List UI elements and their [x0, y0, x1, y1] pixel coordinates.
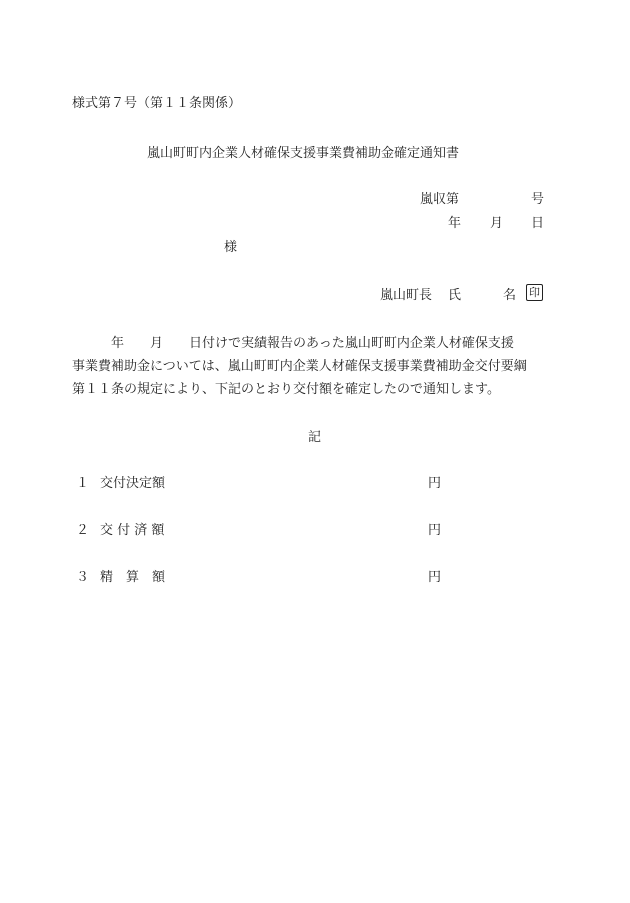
date-day: 日: [531, 216, 545, 231]
body-paragraph: [72, 332, 544, 401]
item-number: ３: [76, 570, 90, 585]
sender-name-mei: 名: [503, 288, 517, 303]
form-number: 様式第７号（第１１条関係）: [72, 96, 242, 111]
item-unit: 円: [428, 523, 442, 538]
item-number: ２: [76, 523, 90, 538]
reference-suffix: 号: [531, 192, 545, 207]
item-unit: 円: [428, 570, 442, 585]
date-year: 年: [448, 216, 462, 231]
body-line-3: 第１１条の規定により、下記のとおり交付額を確定したので通知します。: [72, 382, 500, 397]
reference-prefix: 嵐収第: [420, 192, 460, 207]
sender-name-shi: 氏: [448, 288, 462, 303]
addressee-honorific: 様: [224, 240, 238, 255]
item-label: 交付決定額: [100, 476, 166, 491]
item-number: １: [76, 476, 90, 491]
body-line-2: 事業費補助金については、嵐山町町内企業人材確保支援事業費補助金交付要綱: [72, 359, 527, 374]
item-unit: 円: [428, 476, 442, 491]
document-title: 嵐山町町内企業人材確保支援事業費補助金確定通知書: [147, 146, 460, 161]
seal-mark: 印: [526, 284, 543, 301]
item-label: 精 算 額: [100, 570, 166, 585]
ki-heading: 記: [308, 430, 322, 445]
sender-title: 嵐山町長: [380, 288, 433, 303]
date-month: 月: [490, 216, 504, 231]
body-line-1: 年 月 日付けで実績報告のあった嵐山町町内企業人材確保支援: [72, 336, 514, 351]
item-label: 交 付 済 額: [100, 523, 165, 538]
